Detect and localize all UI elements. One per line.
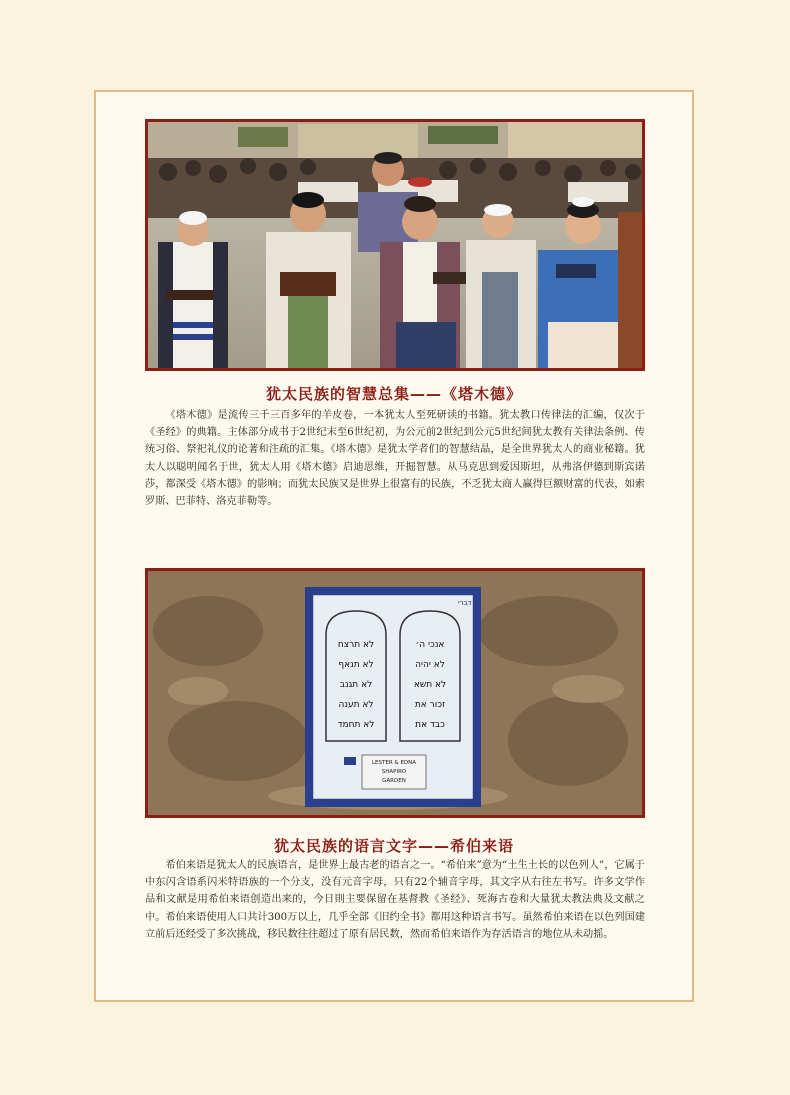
plaque-caption-line: SHAPIRO [381,769,407,775]
tablet-left-line: לא תחמד [337,720,375,730]
section-heading-talmud: 犹太民族的智慧总集——《塔木德》 [265,385,522,403]
tablet-left-line: לא תרצח [337,640,375,650]
tablet-right-line: כבד את [415,720,445,730]
plaque-caption-line: LESTER & EDNA [371,760,417,766]
tablet-right-line: לא תשא [413,680,447,690]
tablet-left-line: לא תגנב [339,680,373,690]
tablet-right-line: אנכי ה׳ [415,640,445,650]
plaque-top-label: דברי [458,599,472,607]
photo-western-wall-crowd [145,119,645,371]
photo-hebrew-plaque [145,568,645,818]
tablet-right-line: לא יהיה [415,660,445,670]
paragraph-talmud: 《塔木德》是流传三千三百多年的羊皮卷，一本犹太人至死研读的书籍。犹太教口传律法的汇编，仅次于《圣经》的典籍。主体部分成书于2世纪末至6世纪初，为公元前2世纪到公元5世纪间犹太教有关律法条例、传统习俗、祭祀礼仪的论著和注疏的汇集。《塔木德》是犹太学者们的智慧结晶，是全世界犹太人的商业秘籍。犹太人以聪明闻名于世，犹太人用《塔木德》启迪思维，开掘智慧。从马克思到爱因斯坦，从弗洛伊德到斯宾诺莎，都深受《塔木德》的影响；而犹太民族又是世界上很富有的民族，不乏犹太商人赢得巨额财富的代表，如索罗斯、巴菲特、洛克菲勒等。 [145,410,645,508]
tablet-left-line: לא תנאף [338,660,374,670]
plaque-caption-line: GARDEN [382,778,406,784]
section-heading-hebrew: 犹太民族的语言文字——希伯来语 [273,837,514,855]
tablet-left-line: לא תענה [338,700,374,710]
tablet-right-line: זכור את [414,700,446,710]
paragraph-hebrew: 希伯来语是犹太人的民族语言，是世界上最古老的语言之一。“希伯来”意为“土生土长的以色列人”，它属于中东闪含语系闪米特语族的一个分支，没有元音字母，只有22个辅音字母，其文字从右往左书写。许多文学作品和文献是用希伯来语创造出来的，今日則主要保留在基督教《圣经》、死海古卷和大量犹太教法典及文献之中。希伯来语使用人口共计300万以上，几乎全部《旧约全书》都用这种语言书写。虽然希伯来语在以色列国建立前后还经受了多次挑战，移民数往往超过了原有居民数，然而希伯来语作为存活语言的地位从未动摇。 [145,860,645,940]
